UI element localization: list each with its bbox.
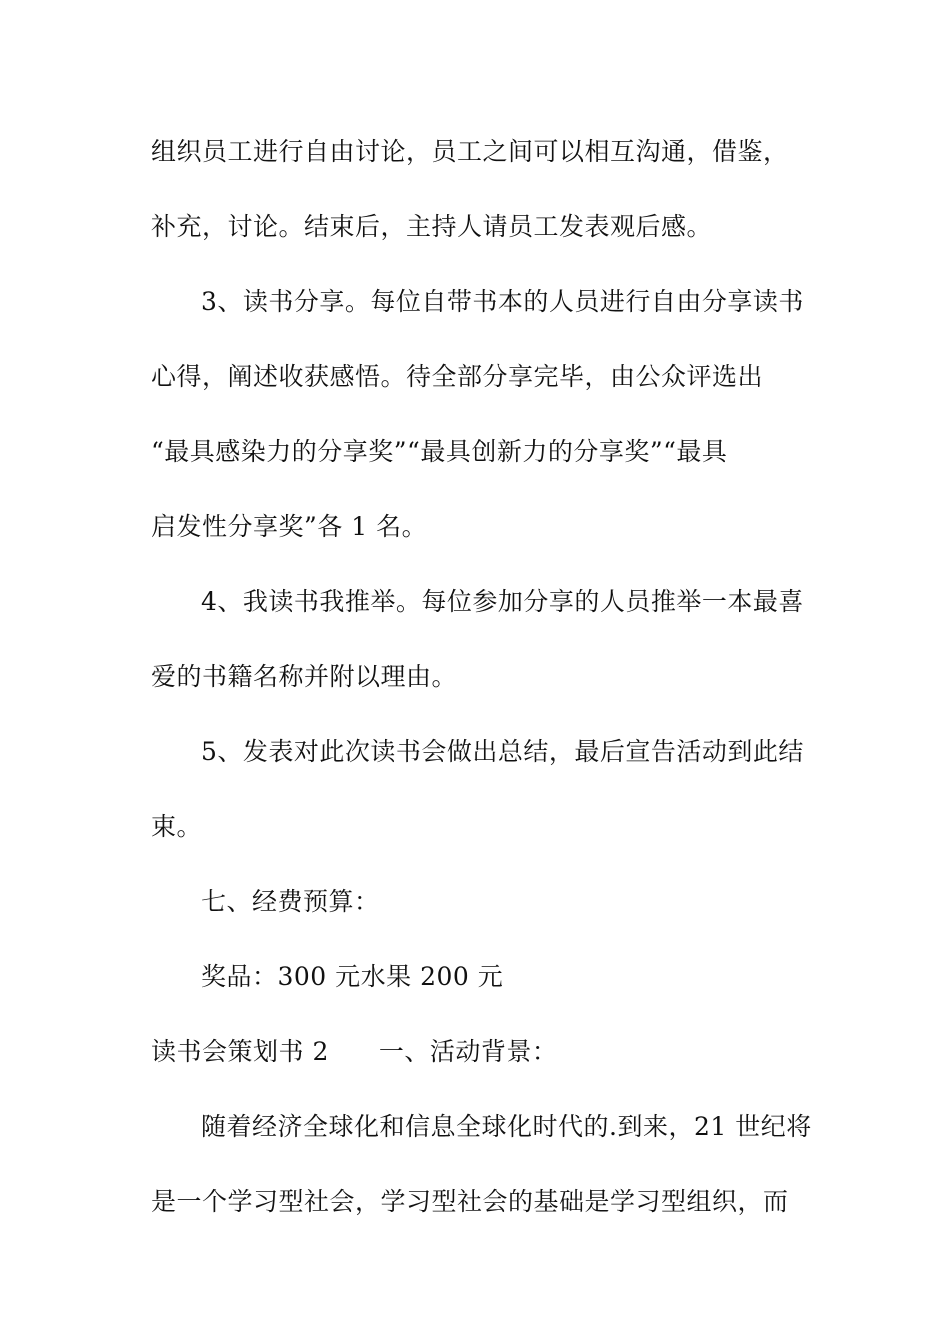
paragraph-line: 心得，阐述收获感悟。待全部分享完毕，由公众评选出 xyxy=(151,362,764,391)
paragraph-line: 3、读书分享。每位自带书本的人员进行自由分享读书 xyxy=(201,287,804,316)
budget-line: 奖品：300 元水果 200 元 xyxy=(201,962,504,991)
paragraph-line: “最具感染力的分享奖”“最具创新力的分享奖”“最具 xyxy=(151,437,728,466)
paragraph-line: 束。 xyxy=(151,812,203,841)
paragraph-line: 5、发表对此次读书会做出总结，最后宣告活动到此结 xyxy=(201,737,804,766)
paragraph-line: 是一个学习型社会，学习型社会的基础是学习型组织，而 xyxy=(151,1187,789,1216)
section-title: 读书会策划书 2 xyxy=(151,1037,329,1066)
paragraph-line: 启发性分享奖”各 1 名。 xyxy=(151,512,428,541)
paragraph-line: 随着经济全球化和信息全球化时代的.到来，21 世纪将 xyxy=(201,1112,812,1141)
paragraph-line: 组织员工进行自由讨论，员工之间可以相互沟通，借鉴， xyxy=(151,137,789,166)
paragraph-line: 4、我读书我推举。每位参加分享的人员推举一本最喜 xyxy=(201,587,804,616)
section-heading-budget: 七、经费预算： xyxy=(201,887,380,916)
section-title-line xyxy=(151,1032,810,1072)
section-heading: 一、活动背景： xyxy=(378,1037,558,1066)
paragraph-line: 爱的书籍名称并附以理由。 xyxy=(151,662,458,691)
paragraph-line: 补充，讨论。结束后，主持人请员工发表观后感。 xyxy=(151,212,713,241)
